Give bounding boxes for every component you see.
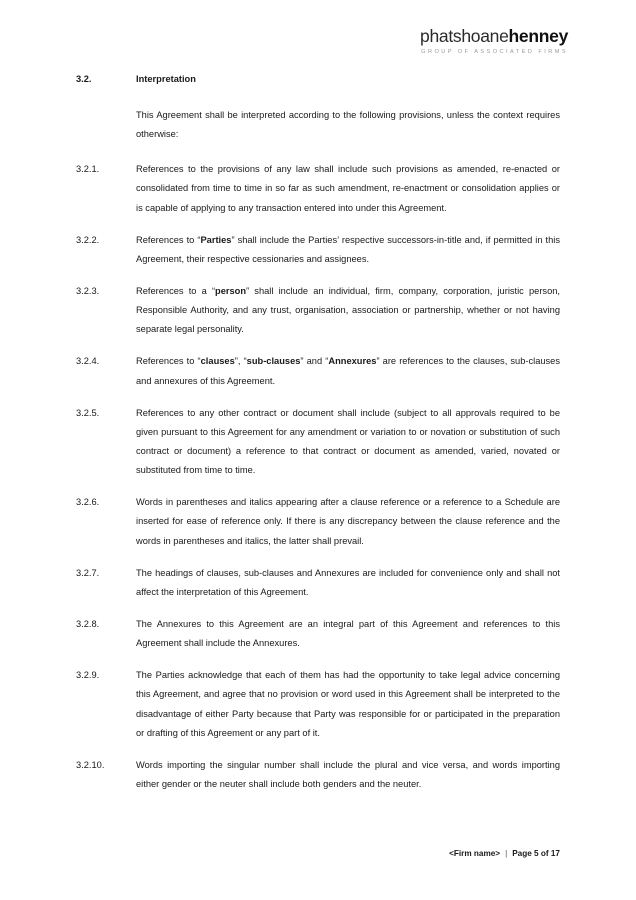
clause-text-mid-1: ”, “ xyxy=(234,356,247,367)
logo-wordmark-bold: henney xyxy=(508,26,568,46)
defined-term-clauses: clauses xyxy=(200,356,235,367)
clause-text-prefix: References to “ xyxy=(136,356,201,367)
section-number: 3.2. xyxy=(76,74,92,84)
clause-text xyxy=(136,231,560,269)
firm-letterhead-logo xyxy=(420,28,568,55)
clause-text-mid-2: ” and “ xyxy=(300,356,329,367)
section-heading xyxy=(76,74,560,84)
clause-number: 3.2.9. xyxy=(76,670,100,681)
clause-3-2-2 xyxy=(76,231,560,269)
clause-number: 3.2.10. xyxy=(76,759,105,770)
clause-3-2-3 xyxy=(76,282,560,339)
defined-term-parties: Parties xyxy=(200,234,232,245)
document-body xyxy=(76,74,560,807)
clause-number: 3.2.5. xyxy=(76,407,100,418)
defined-term-sub-clauses: sub-clauses xyxy=(246,356,301,367)
defined-term-annexures: Annexures xyxy=(328,356,377,367)
section-title: Interpretation xyxy=(136,74,196,84)
clause-text xyxy=(136,282,560,339)
clause-text: The Parties acknowledge that each of them has had the opportunity to take legal advice concerning this Agreement, and agree that no provision or word used in this Agreement shall be interpreted to the disadvantage of either Party because that Party was responsible for or participated in the preparation or drafting of this Agreement or any part of it. xyxy=(136,670,560,738)
clause-3-2-8 xyxy=(76,615,560,653)
logo-wordmark xyxy=(420,28,568,46)
footer-firm-name: <Firm name> xyxy=(449,849,501,858)
clause-number: 3.2.7. xyxy=(76,567,100,578)
clause-text-prefix: References to “ xyxy=(136,234,201,245)
clause-3-2-7 xyxy=(76,564,560,602)
clause-number: 3.2.8. xyxy=(76,618,100,629)
clause-text: References to the provisions of any law shall include such provisions as amended, re-enacted or consolidated from time to time in so far as such amendment, re-enactment or consolidation applies or is capable of applying to any transaction entered into under this Agreement. xyxy=(136,164,560,213)
clause-number: 3.2.6. xyxy=(76,497,100,508)
clause-text-suffix: ” shall include an individual, firm, company, corporation, juristic person, Responsible Authority, and any trust, organisation, association or partnership, whether or not having separate legal personality. xyxy=(136,285,560,335)
clause-text: References to any other contract or document shall include (subject to all approvals required to be given pursuant to this Agreement for any amendment or variation to or novation or substitution of such contract or document) a reference to that contract or document as amended, varied, novated or substituted from time to time. xyxy=(136,407,560,476)
clause-3-2-9 xyxy=(76,666,560,743)
clause-3-2-5 xyxy=(76,404,560,481)
section-intro-paragraph: This Agreement shall be interpreted according to the following provisions, unless the context requires otherwise: xyxy=(136,110,560,140)
footer-separator: | xyxy=(505,849,508,858)
clause-number: 3.2.3. xyxy=(76,285,100,296)
clause-3-2-4 xyxy=(76,352,560,390)
clause-text: Words in parentheses and italics appearing after a clause reference or a reference to a Schedule are inserted for ease of reference only. If there is any discrepancy between the clause reference and the words in parentheses and italics, the latter shall prevail. xyxy=(136,497,560,546)
footer-page-number: Page 5 of 17 xyxy=(512,849,560,858)
clause-text: The headings of clauses, sub-clauses and Annexures are included for convenience only and shall not affect the interpretation of this Agreement. xyxy=(136,567,560,597)
clause-number: 3.2.2. xyxy=(76,234,100,245)
clause-3-2-6 xyxy=(76,493,560,550)
clause-text: The Annexures to this Agreement are an integral part of this Agreement and references to this Agreement shall include the Annexures. xyxy=(136,618,560,649)
clause-text xyxy=(136,352,560,390)
clause-3-2-10 xyxy=(76,756,560,794)
clause-3-2-1 xyxy=(76,160,560,217)
logo-wordmark-light: phatshoane xyxy=(420,26,509,46)
clause-text: Words importing the singular number shall include the plural and vice versa, and words importing either gender or the neuter shall include both genders and the neuter. xyxy=(136,759,560,789)
clause-text-prefix: References to a “ xyxy=(136,285,216,296)
clause-text-suffix: ” are references to the clauses, sub-clauses and annexures of this Agreement. xyxy=(136,356,561,386)
clause-number: 3.2.4. xyxy=(76,356,100,367)
page-footer xyxy=(449,849,560,858)
clause-text-suffix: ” shall include the Parties’ respective successors-in-title and, if permitted in this Agreement, their respective cessionaries and assignees. xyxy=(136,234,560,264)
logo-tagline: GROUP OF ASSOCIATED FIRMS xyxy=(421,48,568,55)
clause-number: 3.2.1. xyxy=(76,164,100,175)
defined-term-person: person xyxy=(215,285,247,296)
